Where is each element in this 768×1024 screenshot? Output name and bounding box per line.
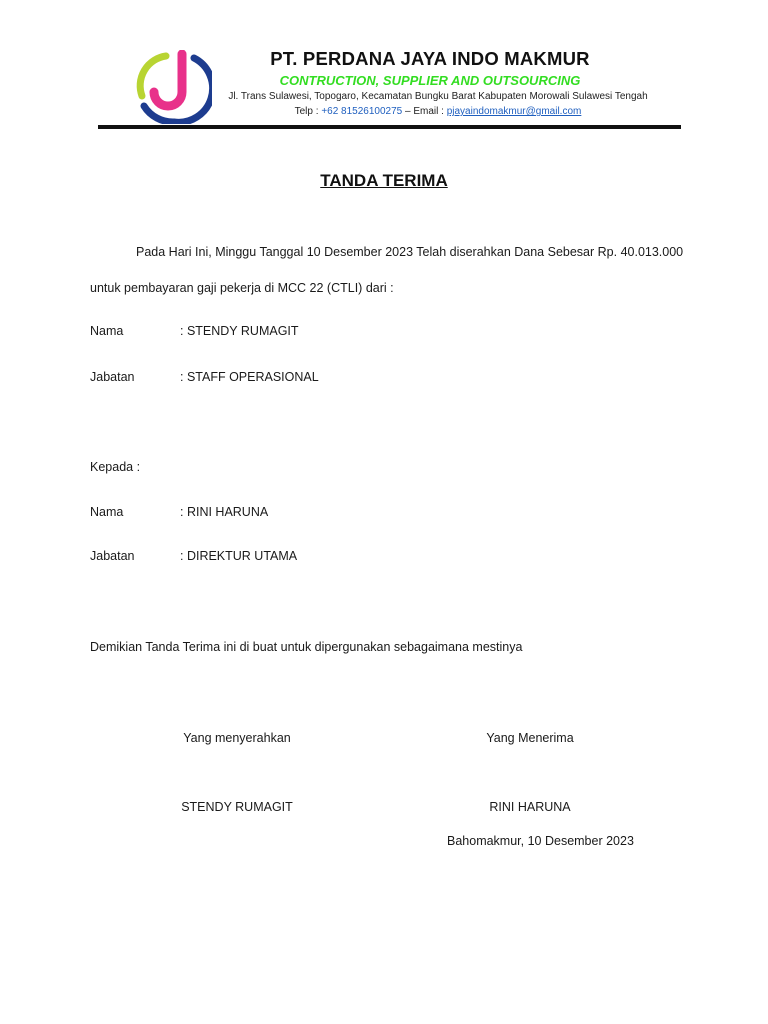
company-address: Jl. Trans Sulawesi, Topogaro, Kecamatan Bungku Barat Kabupaten Morowali Sulawesi Tengah [228,91,648,102]
phone-label: Telp : [294,106,322,117]
to-label: Kepada : [90,460,141,474]
company-name: PT. PERDANA JAYA INDO MAKMUR [270,48,590,69]
header-divider [98,125,681,129]
place-date: Bahomakmur, 10 Desember 2023 [447,834,634,848]
intro-line-2: untuk pembayaran gaji pekerja di MCC 22 (CTLI) dari : [90,281,394,295]
recipient-name-label: Nama [90,505,124,519]
email-label: – Email : [402,106,447,117]
sender-position-value: : STAFF OPERASIONAL [180,370,319,384]
email-link[interactable]: pjayaindomakmur@gmail.com [446,106,582,117]
sender-position-label: Jabatan [90,370,135,384]
giver-name: STENDY RUMAGIT [181,800,293,814]
company-tagline: CONTRUCTION, SUPPLIER AND OUTSOURCING [279,73,581,88]
recipient-position-label: Jabatan [90,549,135,563]
closing-statement: Demikian Tanda Terima ini di buat untuk dipergunakan sebagaimana mestinya [90,640,523,654]
company-logo [134,50,212,124]
receiver-label: Yang Menerima [486,731,574,745]
intro-line-1: Pada Hari Ini, Minggu Tanggal 10 Desember 2023 Telah diserahkan Dana Sebesar Rp. 40.013.000 [136,245,684,259]
recipient-position-value: : DIREKTUR UTAMA [180,549,298,563]
sender-name-value: : STENDY RUMAGIT [180,324,299,338]
company-contact [218,106,658,117]
recipient-name-value: : RINI HARUNA [180,505,269,519]
phone-number: +62 81526100275 [321,106,403,117]
document-title: TANDA TERIMA [320,171,448,190]
giver-label: Yang menyerahkan [183,731,291,745]
receiver-name: RINI HARUNA [489,800,571,814]
sender-name-label: Nama [90,324,124,338]
